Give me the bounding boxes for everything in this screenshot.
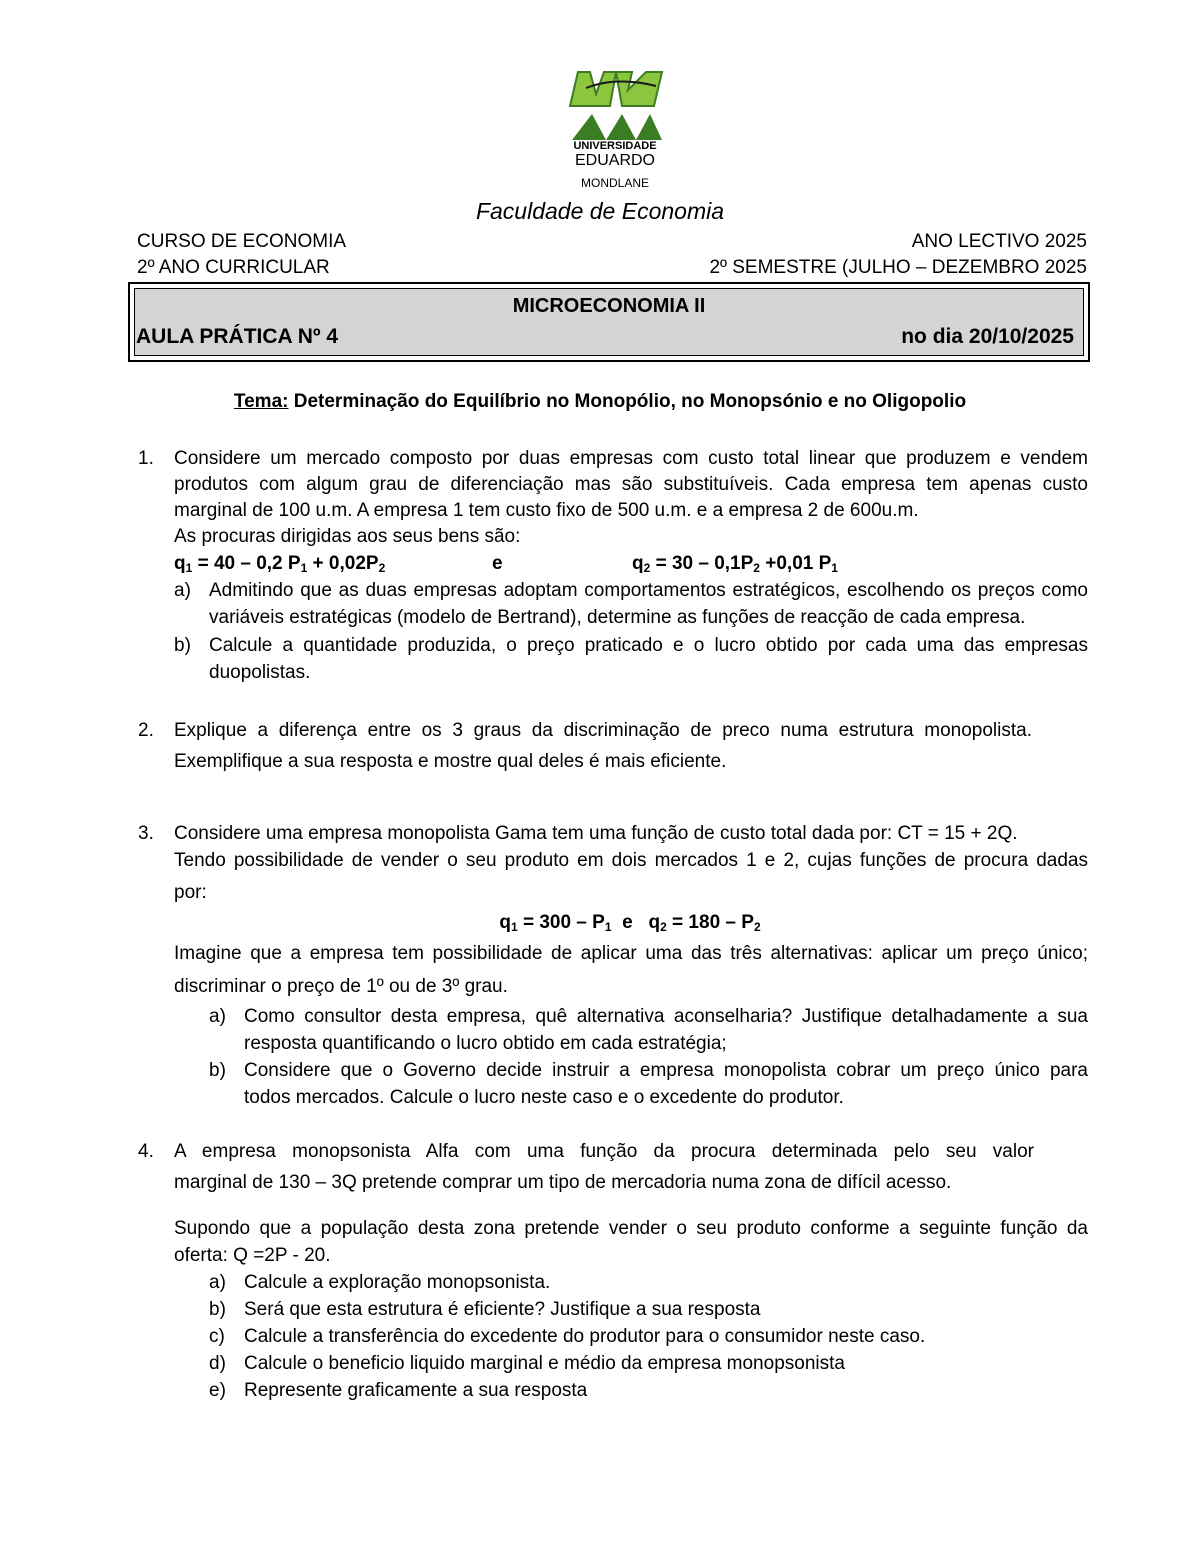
q4-line1: A empresa monopsonista Alfa com uma função da procura determinada pelo seu valor bbox=[174, 1141, 1034, 1162]
q1-line3: marginal de 100 u.m. A empresa 1 tem custo fixo de 500 u.m. e a empresa 2 de 600u.m. bbox=[174, 500, 919, 521]
theme-heading bbox=[0, 391, 1200, 413]
q4-item-text: Represente graficamente a sua resposta bbox=[244, 1380, 588, 1401]
q3-line5: discriminar o preço de 1º ou de 3º grau. bbox=[174, 976, 508, 997]
q1-line4: As procuras dirigidas aos seus bens são: bbox=[174, 526, 521, 547]
university-logo bbox=[566, 66, 666, 146]
logo-text-mondlane: MONDLANE bbox=[580, 176, 649, 190]
q3a-line1: Como consultor desta empresa, quê alternativa aconselharia? Justifique detalhadamente a sua bbox=[244, 1006, 1088, 1027]
q1-equation-and: e bbox=[492, 553, 503, 574]
q4-item-label: e) bbox=[209, 1380, 226, 1401]
class-number: AULA PRÁTICA Nº 4 bbox=[136, 325, 339, 348]
q4-item-text: Calcule o beneficio liquido marginal e médio da empresa monopsonista bbox=[244, 1353, 845, 1374]
q1a-line1: Admitindo que as duas empresas adoptam comportamentos estratégicos, escolhendo os preços como bbox=[209, 580, 1088, 601]
q4-number: 4. bbox=[138, 1141, 154, 1162]
logo-text-eduardo: EDUARDO bbox=[574, 152, 655, 169]
course-name: CURSO DE ECONOMIA bbox=[137, 231, 347, 252]
q1a-line2: variáveis estratégicas (modelo de Bertrand), determine as funções de reacção de cada empresa. bbox=[209, 607, 1026, 628]
q4-item-label: b) bbox=[209, 1299, 226, 1320]
q4-line2: marginal de 130 – 3Q pretende comprar um tipo de mercadoria numa zona de difícil acesso. bbox=[174, 1172, 952, 1193]
q4-line4: oferta: Q =2P - 20. bbox=[174, 1245, 331, 1266]
q4-item-text: Calcule a exploração monopsonista. bbox=[244, 1272, 551, 1293]
q2-number: 2. bbox=[138, 720, 154, 741]
class-date: no dia 20/10/2025 bbox=[901, 325, 1074, 348]
q3b-line2: todos mercados. Calcule o lucro neste caso e o excedente do produtor. bbox=[244, 1087, 844, 1108]
q3-line3: por: bbox=[174, 882, 207, 903]
q4-item-text: Será que esta estrutura é eficiente? Justifique a sua resposta bbox=[244, 1299, 761, 1320]
q1a-label: a) bbox=[174, 580, 191, 601]
q3b-line1: Considere que o Governo decide instruir a empresa monopolista cobrar um preço único para bbox=[244, 1060, 1088, 1081]
q4-line3: Supondo que a população desta zona pretende vender o seu produto conforme a seguinte função da bbox=[174, 1218, 1088, 1239]
subject-title: MICROECONOMIA II bbox=[512, 295, 706, 317]
q3a-label: a) bbox=[209, 1006, 226, 1027]
q3-number: 3. bbox=[138, 823, 154, 844]
q3-line2: Tendo possibilidade de vender o seu produto em dois mercados 1 e 2, cujas funções de procura dadas bbox=[174, 850, 1088, 871]
q4-item-label: c) bbox=[209, 1326, 225, 1347]
q3-line1: Considere uma empresa monopolista Gama tem uma função de custo total dada por: CT = 15 + 2Q. bbox=[174, 823, 1018, 844]
q4-item-label: d) bbox=[209, 1353, 226, 1374]
q4-item-text: Calcule a transferência do excedente do produtor para o consumidor neste caso. bbox=[244, 1326, 926, 1347]
q3a-line2: resposta quantificando o lucro obtido em cada estratégia; bbox=[244, 1033, 727, 1054]
q3-equation: $q_1 = 300 - P_1$ e $q_2 = 180 - P_2$ bbox=[499, 912, 761, 934]
q1-equation-1: $q_1 = 40 - 0,2$ $P_1 + 0,02P_2$ bbox=[174, 553, 386, 575]
q1b-label: b) bbox=[174, 635, 191, 656]
q3b-label: b) bbox=[209, 1060, 226, 1081]
logo-text-universidade: UNIVERSIDADE bbox=[573, 140, 657, 152]
q1-equation-2: $q_2 = 30 - 0,1P_2 +0,01$ $P_1$ bbox=[632, 553, 838, 575]
q1-number: 1. bbox=[138, 448, 154, 469]
theme-label: Tema: bbox=[233, 391, 289, 412]
theme-text: Determinação do Equilíbrio no Monopólio, no Monopsónio e no Oligopolio bbox=[288, 391, 967, 412]
faculty-title: Faculdade de Economia bbox=[475, 198, 725, 224]
semester: 2º SEMESTRE (JULHO – DEZEMBRO 2025 bbox=[709, 257, 1087, 278]
academic-year: ANO LECTIVO 2025 bbox=[911, 231, 1087, 252]
q1-line1: Considere um mercado composto por duas empresas com custo total linear que produzem e vendem bbox=[174, 448, 1088, 469]
q3-line4: Imagine que a empresa tem possibilidade de aplicar uma das três alternativas: aplicar um preço único; bbox=[174, 943, 1088, 964]
q2-line1: Explique a diferença entre os 3 graus da discriminação de preco numa estrutura monopolista. bbox=[174, 720, 1032, 741]
q1-line2: produtos com algum grau de diferenciação mas são substituíveis. Cada empresa tem apenas custo bbox=[174, 474, 1088, 495]
q2-line2: Exemplifique a sua resposta e mostre qual deles é mais eficiente. bbox=[174, 751, 727, 772]
q4-item-label: a) bbox=[209, 1272, 226, 1293]
curricular-year: 2º ANO CURRICULAR bbox=[137, 257, 330, 278]
q1b-line2: duopolistas. bbox=[209, 662, 311, 683]
q1b-line1: Calcule a quantidade produzida, o preço praticado e o lucro obtido por cada uma das empresas bbox=[209, 635, 1088, 656]
